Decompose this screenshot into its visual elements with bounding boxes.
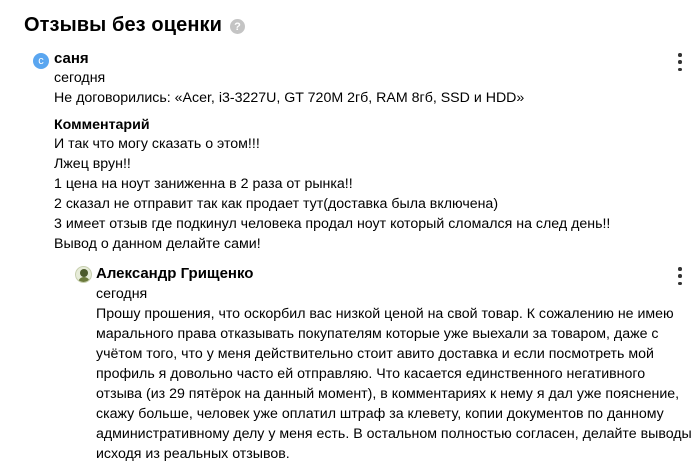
comment-line: 2 сказал не отправит так как продает тут(доставка была включена) [54, 196, 499, 212]
more-options-icon[interactable] [673, 52, 687, 72]
section-header [24, 14, 245, 37]
reply-line: профиль я довольно часто ей отправляю. Что касается единственного негативного [96, 366, 646, 382]
reply-line: Прошу прошения, что оскорбил вас низкой ценой на свой товар. К сожалению не имею [96, 306, 674, 322]
reply-date: сегодня [96, 286, 148, 302]
reply-author[interactable]: Александр Грищенко [96, 265, 254, 282]
page-title: Отзывы без оценки [24, 14, 222, 36]
help-icon[interactable]: ? [230, 19, 245, 34]
comment-line: 3 имеет отзыв где подкинул человека продал ноут который сломался на след день!! [54, 216, 611, 232]
comment-line: 1 цена на ноут заниженна в 2 раза от рынка!! [54, 176, 353, 192]
avatar[interactable] [75, 266, 92, 283]
reply-line: марального права отказывать покупателям которые уже выехали за товаром, даже с [96, 326, 659, 342]
comment-heading: Комментарий [54, 117, 150, 133]
reply-line: исходя из реальных отзывов. [96, 446, 290, 462]
comment-line: Вывод о данном делайте сами! [54, 236, 261, 252]
reply-line: административному делу у меня есть. В остальном полностью согласен, делайте выводы [96, 426, 692, 442]
reply-line: учётом того, что у меня действительно стоит авито доставка и если посмотреть мой [96, 346, 654, 362]
deal-status: Не договорились: «Acer, i3-3227U, GT 720M 2гб, RAM 8гб, SSD и HDD» [54, 90, 525, 106]
comment-line: И так что могу сказать о этом!!! [54, 136, 260, 152]
more-options-icon[interactable] [673, 266, 687, 286]
review-date: сегодня [54, 70, 106, 86]
reply-line: отзыва (из 29 пятёрок на данный момент), в комментариях к нему я дал уже пояснение, [96, 386, 680, 402]
comment-line: Лжец врун!! [54, 156, 131, 172]
review-author[interactable]: саня [54, 50, 89, 67]
reply-line: скажу больше, человек уже оплатил штраф за клевету, копии документов по данному [96, 406, 664, 422]
avatar[interactable]: с [33, 53, 49, 69]
